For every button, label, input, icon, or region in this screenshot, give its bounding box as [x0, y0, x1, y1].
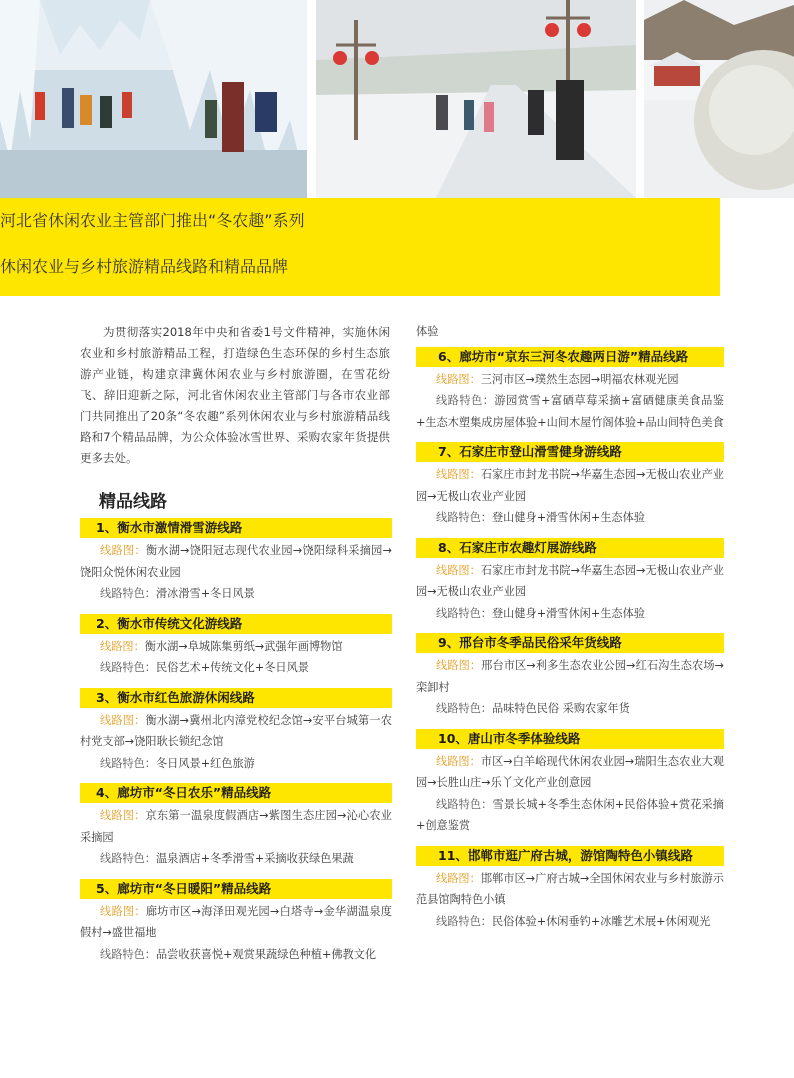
route-title: 7、石家庄市登山滑雪健身游线路: [416, 442, 724, 462]
route-path: [416, 464, 724, 507]
route-path-label: 线路图：: [436, 754, 481, 768]
route-title: 9、邢台市冬季品民俗采年货线路: [416, 633, 724, 653]
ice-cave-photo: [0, 0, 307, 198]
route-feature: [416, 911, 724, 933]
route-feature-text: 民俗艺术+传统文化+冬日风景: [155, 661, 309, 674]
route-feature-label: 线路特色：: [100, 661, 156, 674]
route-path-label: 线路图：: [100, 904, 146, 918]
route-feature: [416, 507, 724, 529]
route-feature-text: 登山健身+滑雪休闲+生态体验: [491, 606, 645, 620]
route-feature: [416, 794, 724, 837]
route-feature-text: 游园赏雪+富硒草莓采摘+富硒健康美食品鉴+生态木塑集成房屋体验+山间木屋竹阁体验+品山间特色美食: [416, 394, 724, 429]
route-path-label: 线路图：: [436, 563, 481, 577]
route-title: 11、邯郸市逛广府古城，游馆陶特色小镇线路: [416, 846, 724, 866]
route-feature: [416, 390, 724, 433]
route-feature: [80, 583, 392, 605]
route-path: [80, 540, 392, 583]
route-path: [80, 805, 392, 848]
continued-text: 体验: [416, 325, 439, 338]
route-path: [416, 868, 724, 911]
route-feature-text: 温泉酒店+冬季滑雪+采摘收获绿色果蔬: [155, 852, 354, 865]
route-feature-label: 线路特色：: [100, 756, 156, 770]
route-feature-text: 民俗体验+休闲垂钓+冰雕艺术展+休闲观光: [491, 914, 711, 928]
route-path-label: 线路图：: [436, 659, 482, 672]
route-feature-text: 品尝收获喜悦+观赏果蔬绿色种植+佛教文化: [155, 947, 377, 961]
ice-lantern-photo: [644, 0, 794, 198]
route-feature-label: 线路特色：: [436, 914, 492, 928]
route-feature-label: 线路特色：: [436, 511, 492, 524]
route-path: [80, 636, 392, 658]
route-path: [416, 369, 724, 391]
route-feature: [80, 944, 392, 966]
route-path: [80, 901, 392, 944]
route-block: [416, 442, 724, 529]
route-path-label: 线路图：: [100, 713, 146, 727]
route-feature-text: 登山健身+滑雪休闲+生态体验: [491, 511, 645, 524]
route-feature-text: 品味特色民俗 采购农家年货: [491, 702, 630, 715]
route-title: 8、石家庄市农趣灯展游线路: [416, 538, 724, 558]
route-title: 6、廊坊市“京东三河冬农趣两日游”精品线路: [416, 347, 724, 367]
section-title: 精品线路: [99, 492, 167, 512]
route-feature-label: 线路特色：: [100, 587, 156, 600]
route-path-label: 线路图：: [100, 639, 145, 653]
route-block: [416, 729, 724, 837]
route-path: [416, 655, 724, 698]
left-column: [80, 518, 392, 974]
route-feature-text: 冬日风景+红色旅游: [155, 756, 255, 770]
intro-paragraph: 为贯彻落实2018年中央和省委1号文件精神，实施休闲农业和乡村旅游精品工程，打造绿色生态环保的乡村生态旅游产业链，构建京津冀休闲农业与乡村旅游圈，在雪花纷飞、辞旧迎新之际，河北省休闲农业主管部门与各市农业部门共同推出了20条“冬农趣”系列休闲农业与乡村旅游精品线路和7个精品品牌，为公众体验冰雪世界、采购农家年货提供更多去处。: [80, 325, 390, 465]
route-block: [80, 614, 392, 679]
route-path-text: 三河市区→璞然生态园→明福农林观光园: [480, 372, 679, 386]
route-feature-label: 线路特色：: [436, 797, 493, 811]
route-feature: [80, 657, 392, 679]
route-title: 5、廊坊市“冬日暖阳”精品线路: [80, 879, 392, 899]
route-path: [416, 560, 724, 603]
right-column: [416, 321, 724, 941]
route-feature: [80, 753, 392, 775]
route-block: [80, 688, 392, 775]
route-path-text: 京东第一温泉度假酒店→紫图生态庄园→沁心农业采摘园: [80, 809, 392, 844]
route-feature-text: 滑冰滑雪+冬日风景: [155, 587, 255, 600]
route-path: [416, 751, 724, 794]
route-path: [80, 710, 392, 753]
headline-line-2: 休闲农业与乡村旅游精品线路和精品品牌: [0, 257, 289, 276]
route-block: [80, 879, 392, 966]
route-block: [416, 846, 724, 933]
route-path-text: 邢台市区→利多生态农业公园→红石沟生态农场→栾卸村: [416, 659, 724, 694]
route-path-text: 廊坊市区→海泽田观光园→白塔寺→金华湖温泉度假村→盛世福地: [80, 904, 392, 939]
route-path-text: 衡水湖→阜城陈集剪纸→武强年画博物馆: [144, 639, 343, 653]
route-feature-text: 雪景长城+冬季生态休闲+民俗体验+赏花采摘+创意鉴赏: [416, 797, 724, 832]
route-path-text: 衡水湖→饶阳冠志现代农业园→饶阳绿科采摘园→饶阳众悦休闲农业园: [80, 544, 392, 579]
route-feature-label: 线路特色：: [100, 852, 156, 865]
route-title: 10、唐山市冬季体验线路: [416, 729, 724, 749]
route-path-label: 线路图：: [100, 809, 146, 822]
route-path-label: 线路图：: [436, 372, 481, 386]
route-feature-label: 线路特色：: [436, 606, 492, 620]
route-feature-label: 线路特色：: [436, 394, 495, 407]
route-block: [416, 538, 724, 625]
route-feature-label: 线路特色：: [436, 702, 492, 715]
route-block: [80, 783, 392, 870]
route-path-text: 石家庄市封龙书院→华嘉生态园→无极山农业产业园→无极山农业产业园: [416, 468, 724, 503]
route-block: [416, 633, 724, 720]
route-path-label: 线路图：: [436, 468, 481, 481]
route-feature: [416, 603, 724, 625]
route-path-label: 线路图：: [436, 871, 481, 885]
headline-line-1: 河北省休闲农业主管部门推出“冬农趣”系列: [0, 211, 305, 230]
route-path-text: 石家庄市封龙书院→华嘉生态园→无极山农业产业园→无极山农业产业园: [416, 563, 724, 598]
route-title: 4、廊坊市“冬日农乐”精品线路: [80, 783, 392, 803]
route-feature: [416, 698, 724, 720]
route-path-text: 市区→白羊峪现代休闲农业园→瑞阳生态农业大观园→长胜山庄→乐丫文化产业创意园: [416, 754, 724, 789]
route-path-label: 线路图：: [100, 544, 146, 557]
route-title: 3、衡水市红色旅游休闲线路: [80, 688, 392, 708]
route-title: 1、衡水市激情滑雪游线路: [80, 518, 392, 538]
route-feature: [80, 848, 392, 870]
route-path-text: 邯郸市区→广府古城→全国休闲农业与乡村旅游示范县馆陶特色小镇: [416, 871, 724, 906]
snowy-path-photo: [316, 0, 636, 198]
route-block: [80, 518, 392, 605]
route-block: [416, 347, 724, 434]
route-title: 2、衡水市传统文化游线路: [80, 614, 392, 634]
route-feature-label: 线路特色：: [100, 947, 156, 961]
route-path-text: 衡水湖→冀州北内漳党校纪念馆→安平台城第一农村党支部→饶阳耿长锁纪念馆: [80, 713, 392, 748]
